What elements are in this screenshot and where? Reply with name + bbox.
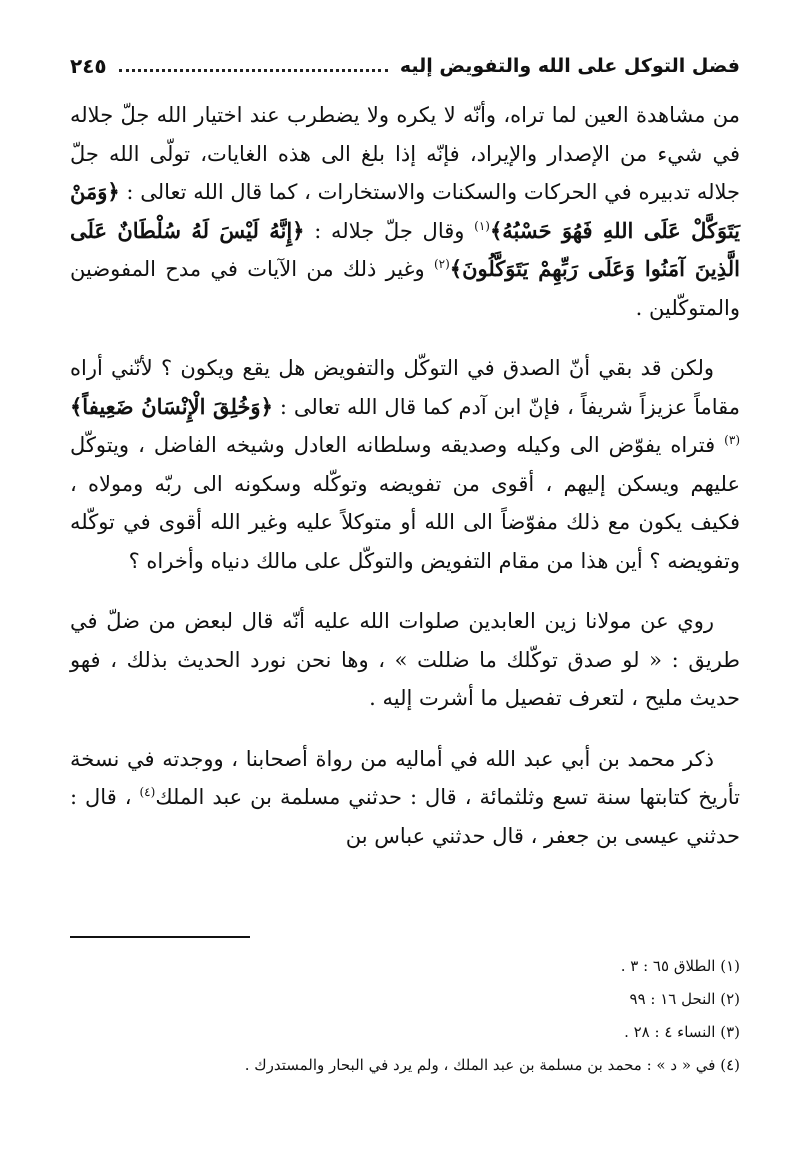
main-text: [70, 96, 740, 877]
text-run: وغير ذلك من الآيات في مدح المفوضين والمتوكّلين .: [70, 257, 740, 320]
paragraph-4: [70, 740, 740, 856]
leader-dots: [119, 69, 388, 72]
text-run: روي عن مولانا زين العابدين صلوات الله عليه أنّه قال لبعض من ضلّ في طريق : « لو صدق توكّلك ما ضللت » ، وها نحن نورد الحديث بذلك ، فهو حديث مليح ، لتعرف تفصيل ما أشرت إليه .: [70, 609, 740, 710]
running-header: [70, 46, 740, 86]
text-run: ذكر محمد بن أبي عبد الله في أماليه من رواة أصحابنا ، ووجدته في نسخة تأريخ كتابتها سنة تسع وثلثمائة ، قال : حدثني مسلمة بن عبد الملك: [70, 746, 740, 809]
footnote: (٤) في « د » : محمد بن مسلمة بن عبد الملك ، ولم يرد في البحار والمستدرك .: [244, 1056, 740, 1074]
chapter-title: فضل التوكل على الله والتفويض إليه: [399, 55, 740, 77]
footnote: (٢) النحل ١٦ : ٩٩: [629, 990, 740, 1008]
text-run: ، قال : حدثني عيسى بن جعفر ، قال حدثني عباس بن: [70, 785, 740, 848]
book-page: [70, 0, 740, 1166]
paragraph-3: [70, 602, 740, 718]
quran-quote: ﴿وَمَنْ يَتَوَكَّلْ عَلَى اللهِ فَهُوَ حَسْبُهُ﴾: [70, 179, 741, 243]
footnote-ref: (٣): [724, 433, 740, 447]
footnotes: [70, 950, 740, 1082]
footnote: (١) الطلاق ٦٥ : ٣ .: [620, 957, 740, 975]
footnote-ref: (٢): [433, 257, 450, 271]
text-run: من مشاهدة العين لما تراه، وأنّه لا يكره ولا يضطرب عند اختيار الله جلّ جلاله في شيء من الإصدار والإيراد، فإنّه إذا بلغ الى هذه الغايات، تولّى الله جلّ جلاله تدبيره في الحركات والسكنات والاستخارات ، كما قال الله تعالى :: [70, 103, 740, 204]
text-run: وقال جلّ جلاله :: [304, 218, 475, 243]
footnote: (٣) النساء ٤ : ٢٨ .: [624, 1023, 740, 1041]
text-run: ولكن قد بقي أنّ الصدق في التوكّل والتفويض هل يقع ويكون ؟ لأنّني أراه مقاماً عزيزاً شريفاً ، فإنّ ابن آدم كما قال الله تعالى :: [70, 356, 741, 419]
footnote-ref: (١): [474, 218, 490, 233]
quran-quote: ﴿وَخُلِقَ الْإِنْسَانُ ضَعِيفاً﴾: [70, 393, 273, 419]
page-number: ٢٤٥: [70, 54, 107, 78]
paragraph-1: [70, 96, 740, 327]
text-run: فتراه يفوّض الى وكيله وصديقه وسلطانه العادل وشيخه الفاضل ، ويتوكّل عليهم ويسكن إليهم ، أقوى من تفويضه وتوكّله وسكونه الى ربّه ومولاه ، فكيف يكون مع ذلك مفوّضاً الى الله أو متوكلاً عليه وغير الله أقوى في توكّله وتفويضه ؟ أين هذا من مقام التفويض والتوكّل على مالك دنياه وأخراه ؟: [70, 433, 740, 573]
paragraph-2: [70, 349, 740, 580]
footnote-ref: (٤): [139, 785, 156, 799]
quran-quote: ﴿إِنَّهُ لَيْسَ لَهُ سُلْطَانٌ عَلَى الَّذِينَ آمَنُوا وَعَلَى رَبِّهِمْ يَتَوَكَّلُونَ﴾: [70, 217, 740, 281]
footnote-separator: [70, 936, 250, 938]
